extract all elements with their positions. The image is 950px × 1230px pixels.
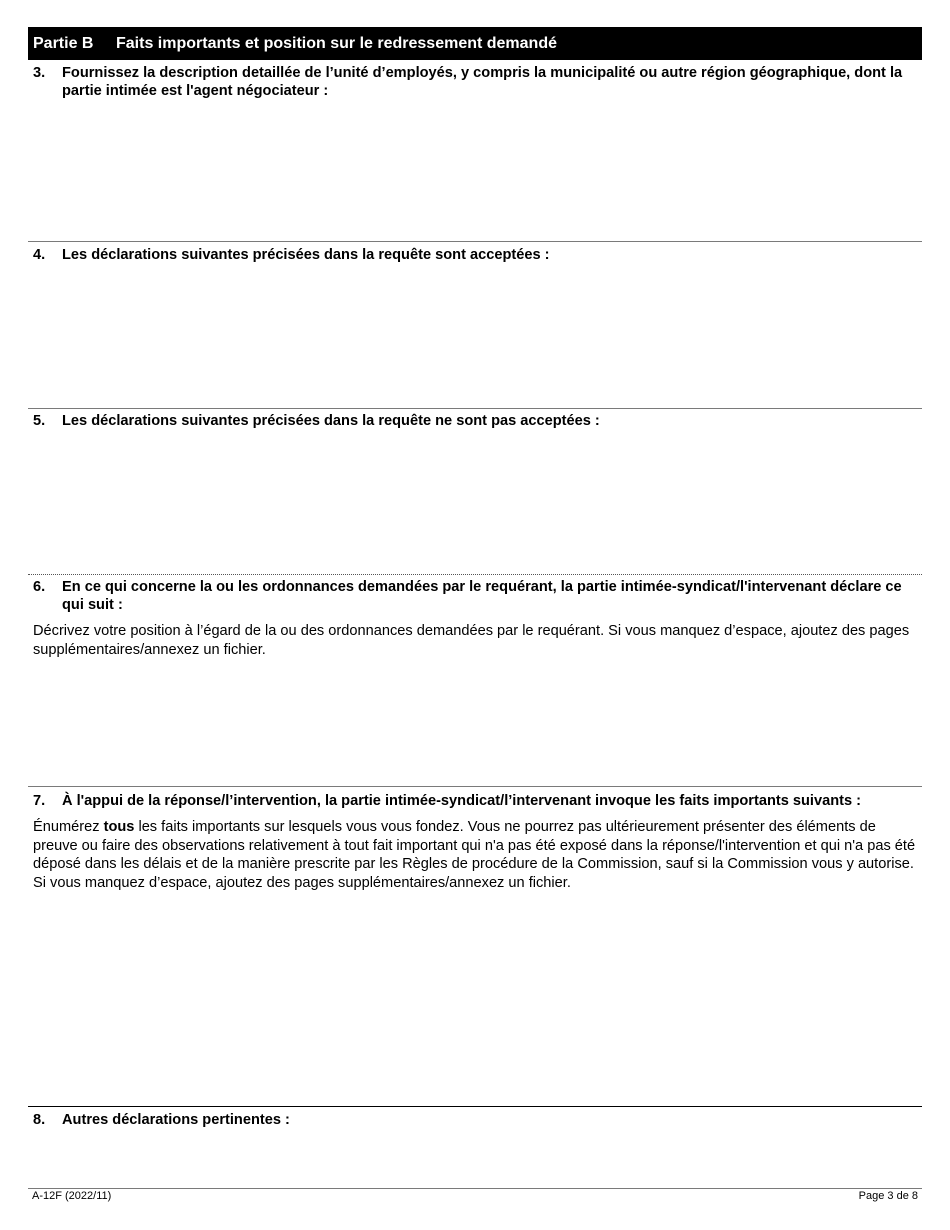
question-number: 8.	[33, 1112, 46, 1128]
question-text: Les déclarations suivantes précisées dans la requête sont acceptées :	[62, 247, 550, 263]
answer-field-5[interactable]	[28, 433, 922, 571]
footer-divider	[28, 1188, 922, 1189]
question-text: Autres déclarations pertinentes :	[62, 1112, 290, 1128]
question-number: 3.	[33, 65, 46, 81]
section-divider	[28, 574, 922, 575]
question-7	[28, 792, 922, 892]
help-text-body: les faits importants sur lesquels vous vous fondez. Vous ne pourrez pas ultérieurement présenter des éléments de preuve ou faire des observations relativement à tout fait important qui n'a pas été exposé dans la réponse/l'intervention et qui n'a pas été déposé dans les délais et de la manière prescrite par les Règles de procédure de la Commission, sauf si la Commission vous y autorise. Si vous manquez d’espace, ajoutez des pages supplémentaires/annexez un fichier.	[33, 819, 916, 891]
page-number: Page 3 de 8	[858, 1190, 918, 1202]
answer-field-7[interactable]	[28, 897, 922, 1102]
question-5	[28, 412, 922, 430]
question-text: Fournissez la description detaillée de l’unité d’employés, y compris la municipalité ou autre région géographique, dont la partie intimée est l'agent négociateur :	[62, 65, 903, 99]
question-number: 4.	[33, 247, 46, 263]
answer-field-3[interactable]	[28, 103, 922, 237]
question-4	[28, 246, 922, 264]
section-divider	[28, 1106, 922, 1107]
help-text-emphasis: tous	[103, 819, 135, 835]
question-8	[28, 1111, 922, 1129]
question-text: Les déclarations suivantes précisées dans la requête ne sont pas acceptées :	[62, 413, 600, 429]
section-divider	[28, 408, 922, 409]
part-title: Faits importants et position sur le redressement demandé	[116, 35, 557, 52]
help-text-prefix: Énumérez	[33, 819, 104, 835]
part-label: Partie B	[33, 35, 94, 52]
form-page	[28, 27, 922, 1207]
answer-field-6[interactable]	[28, 659, 922, 783]
question-help-text: Décrivez votre position à l’égard de la ou des ordonnances demandées par le requérant. Si vous manquez d’espace, ajoutez des pages supplémentaires/annexez un fichier.	[33, 623, 910, 658]
form-code: A-12F (2022/11)	[32, 1190, 112, 1202]
question-text: À l'appui de la réponse/l’intervention, la partie intimée-syndicat/l’intervenant invoque les faits importants suivants :	[62, 793, 862, 809]
answer-field-4[interactable]	[28, 267, 922, 405]
section-divider	[28, 241, 922, 242]
question-help-text	[28, 818, 922, 892]
question-text: En ce qui concerne la ou les ordonnances demandées par le requérant, la partie intimée-syndicat/l'intervenant déclare ce qui suit :	[62, 579, 902, 613]
question-number: 5.	[33, 413, 46, 429]
answer-field-8[interactable]	[28, 1132, 922, 1184]
part-header	[28, 27, 922, 60]
question-number: 6.	[33, 579, 46, 595]
question-3	[28, 64, 922, 100]
question-6	[28, 578, 922, 659]
question-number: 7.	[33, 793, 46, 809]
section-divider	[28, 786, 922, 787]
